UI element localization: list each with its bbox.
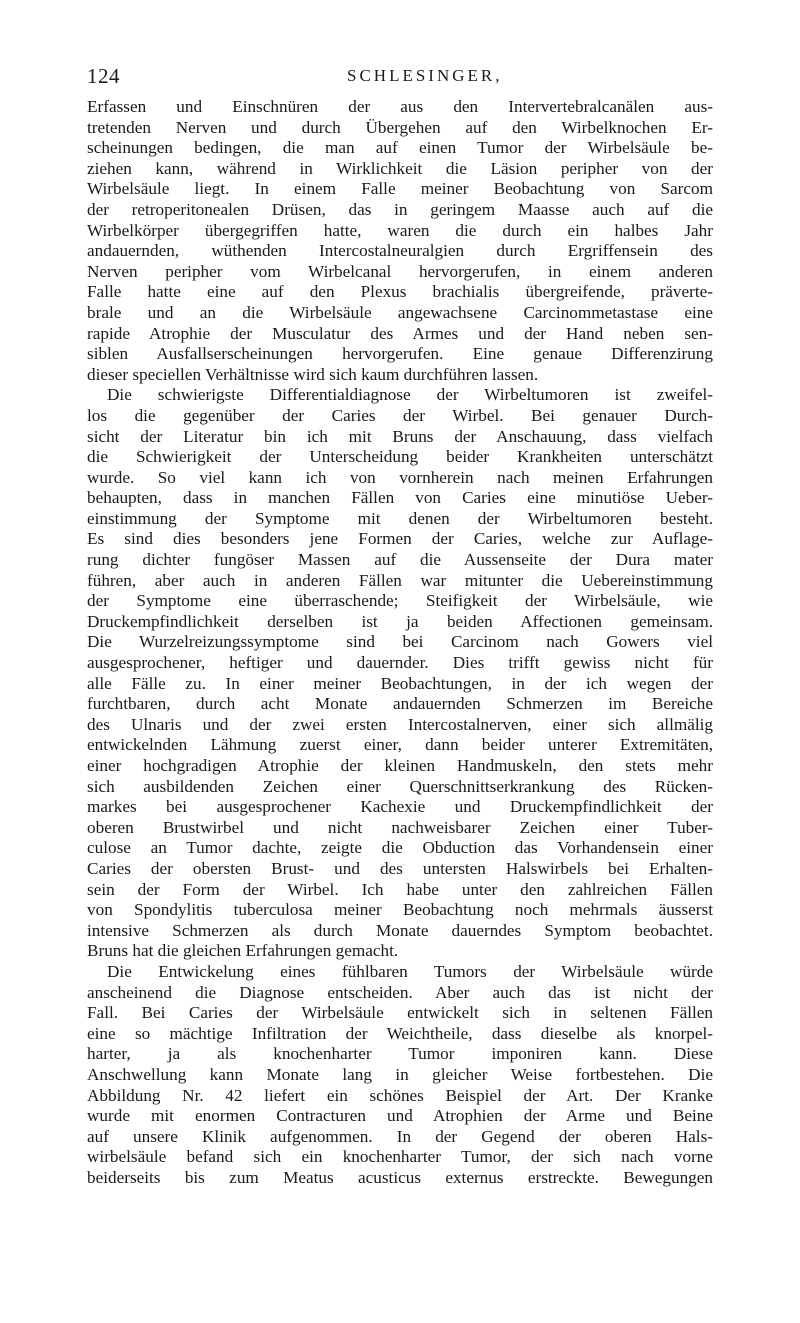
- text-line: Falle hatte eine auf den Plexus brachialis übergreifende, präverte-: [87, 282, 713, 302]
- page-number: 124: [87, 64, 120, 88]
- body-text: [87, 97, 713, 1188]
- text-line: Caries der obersten Brust- und des untersten Halswirbels bei Erhalten-: [87, 858, 713, 878]
- text-line: Bruns hat die gleichen Erfahrungen gemacht.: [87, 941, 399, 961]
- text-line: sicht der Literatur bin ich mit Bruns der Anschauung, dass vielfach: [87, 426, 713, 446]
- text-line: einstimmung der Symptome mit denen der Wirbeltumoren besteht.: [87, 508, 713, 528]
- page-header: [87, 64, 713, 90]
- text-line: entwickelnden Lähmung zuerst einer, dann beider unterer Extremitäten,: [87, 735, 713, 755]
- paragraph: [87, 97, 713, 385]
- text-line: furchtbaren, durch acht Monate andauernden Schmerzen im Bereiche: [87, 694, 713, 714]
- text-line: Wirbelsäule liegt. In einem Falle meiner Beobachtung von Sarcom: [87, 179, 713, 199]
- text-line: markes bei ausgesprochener Kachexie und Druckempfindlichkeit der: [87, 797, 713, 817]
- text-line: Die schwierigste Differentialdiagnose der Wirbeltumoren ist zweifel-: [107, 385, 713, 405]
- text-line: ziehen kann, während in Wirklichkeit die Läsion peripher von der: [87, 158, 713, 178]
- text-line: rung dichter fungöser Massen auf die Aussenseite der Dura mater: [87, 550, 713, 570]
- text-line: siblen Ausfallserscheinungen hervorgerufen. Eine genaue Differenzirung: [87, 344, 713, 364]
- text-line: des Ulnaris und der zwei ersten Intercostalnerven, einer sich allmälig: [87, 714, 713, 734]
- text-line: der retroperitonealen Drüsen, das in geringem Maasse auch auf die: [87, 199, 713, 219]
- text-line: ausgesprochener, heftiger und dauernder. Dies trifft gewiss nicht für: [87, 653, 713, 673]
- text-line: tretenden Nerven und durch Übergehen auf den Wirbelknochen Er-: [87, 117, 713, 137]
- text-line: Nerven peripher vom Wirbelcanal hervorgerufen, in einem anderen: [87, 261, 713, 281]
- text-line: Fall. Bei Caries der Wirbelsäule entwickelt sich in seltenen Fällen: [87, 1003, 713, 1023]
- text-line: der Symptome eine überraschende; Steifigkeit der Wirbelsäule, wie: [87, 591, 713, 611]
- text-line: Die Entwickelung eines fühlbaren Tumors der Wirbelsäule würde: [107, 961, 713, 981]
- text-line: wurde. So viel kann ich von vornherein nach meinen Erfahrungen: [87, 467, 713, 487]
- text-line: behaupten, dass in manchen Fällen von Caries eine minutiöse Ueber-: [87, 488, 713, 508]
- text-line: rapide Atrophie der Musculatur des Armes und der Hand neben sen-: [87, 323, 713, 343]
- text-line: eine so mächtige Infiltration der Weichtheile, dass dieselbe als knorpel-: [87, 1023, 713, 1043]
- text-line: scheinungen bedingen, die man auf einen Tumor der Wirbelsäule be-: [87, 138, 713, 158]
- paragraph: [87, 385, 713, 962]
- text-line: anscheinend die Diagnose entscheiden. Aber auch das ist nicht der: [87, 982, 713, 1002]
- text-line: Wirbelkörper übergegriffen hatte, waren die durch ein halbes Jahr: [87, 220, 713, 240]
- text-line: Es sind dies besonders jene Formen der Caries, welche zur Auflage-: [87, 529, 713, 549]
- text-line: einer hochgradigen Atrophie der kleinen Handmuskeln, den stets mehr: [87, 756, 713, 775]
- paragraph: [87, 962, 713, 1189]
- text-line: von Spondylitis tuberculosa meiner Beobachtung noch mehrmals äusserst: [87, 900, 713, 920]
- text-line: Erfassen und Einschnüren der aus den Intervertebralcanälen aus-: [87, 97, 713, 116]
- text-line: sich ausbildenden Zeichen einer Querschnittserkrankung des Rücken-: [87, 776, 713, 796]
- text-line: harter, ja als knochenharter Tumor imponiren kann. Diese: [87, 1044, 713, 1064]
- running-head: SCHLESINGER,: [347, 66, 503, 85]
- text-line: los die gegenüber der Caries der Wirbel. Bei genauer Durch-: [87, 405, 713, 425]
- text-line: auf unsere Klinik aufgenommen. In der Gegend der oberen Hals-: [87, 1126, 713, 1146]
- text-line: dieser speciellen Verhältnisse wird sich kaum durchführen lassen.: [87, 364, 539, 384]
- text-line: Anschwellung kann Monate lang in gleicher Weise fortbestehen. Die: [87, 1064, 713, 1084]
- text-line: Druckempfindlichkeit derselben ist ja beiden Affectionen gemeinsam.: [87, 611, 713, 631]
- text-line: führen, aber auch in anderen Fällen war mitunter die Uebereinstimmung: [87, 570, 713, 590]
- text-line: culose an Tumor dachte, zeigte die Obduction das Vorhandensein einer: [87, 838, 713, 858]
- text-line: Die Wurzelreizungssymptome sind bei Carcinom nach Gowers viel: [87, 632, 713, 652]
- text-line: Abbildung Nr. 42 liefert ein schönes Beispiel der Art. Der Kranke: [87, 1085, 713, 1105]
- text-line: die Schwierigkeit der Unterscheidung beider Krankheiten unterschätzt: [87, 447, 713, 467]
- text-line: wirbelsäule befand sich ein knochenharter Tumor, der sich nach vorne: [87, 1147, 713, 1167]
- text-line: intensive Schmerzen als durch Monate dauerndes Symptom beobachtet.: [87, 920, 713, 940]
- text-line: beiderseits bis zum Meatus acusticus externus erstreckte. Bewegungen: [87, 1167, 713, 1187]
- text-line: andauernden, wüthenden Intercostalneuralgien durch Ergriffensein des: [87, 241, 713, 261]
- text-line: sein der Form der Wirbel. Ich habe unter den zahlreichen Fällen: [87, 879, 713, 899]
- text-line: alle Fälle zu. In einer meiner Beobachtungen, in der ich wegen der: [87, 673, 713, 693]
- text-line: brale und an die Wirbelsäule angewachsene Carcinommetastase eine: [87, 302, 713, 322]
- text-line: oberen Brustwirbel und nicht nachweisbarer Zeichen einer Tuber-: [87, 817, 713, 837]
- text-line: wurde mit enormen Contracturen und Atrophien der Arme und Beine: [87, 1106, 713, 1126]
